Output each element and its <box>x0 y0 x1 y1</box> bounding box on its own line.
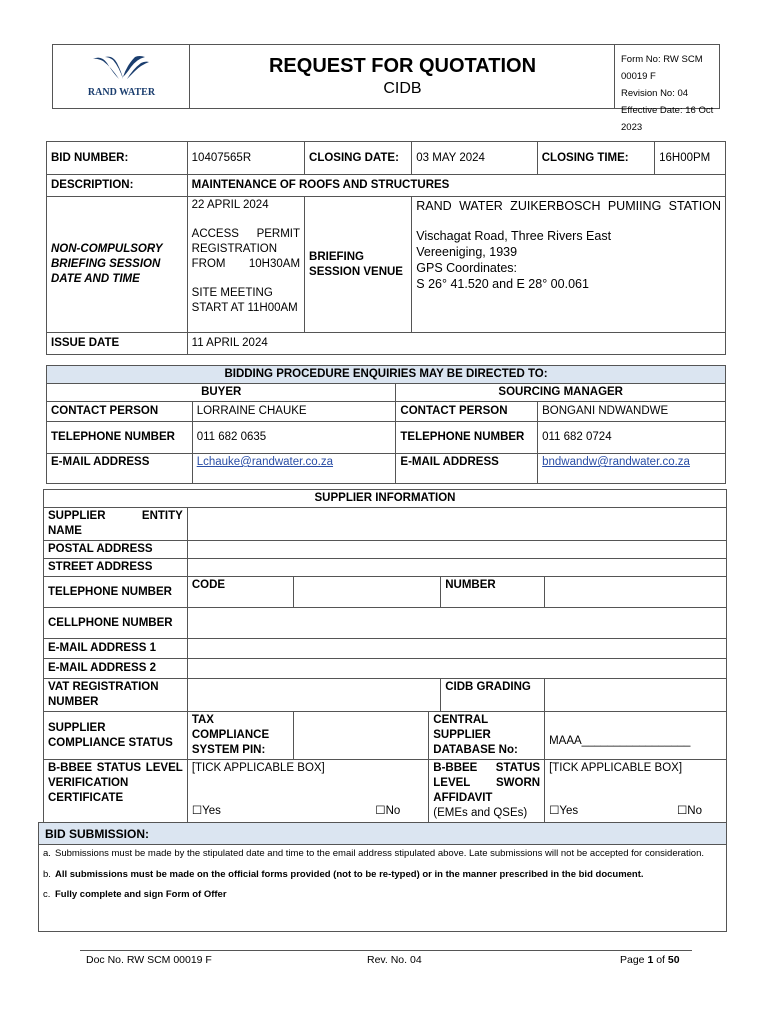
briefing-date-time <box>187 197 304 333</box>
submission-items <box>43 848 721 902</box>
manager-heading: SOURCING MANAGER <box>396 384 726 402</box>
logo <box>53 45 190 108</box>
vat-field[interactable] <box>187 679 440 712</box>
enquiries-title: BIDDING PROCEDURE ENQUIRIES MAY BE DIRECTED TO: <box>47 366 726 384</box>
email2-label: E-MAIL ADDRESS 2 <box>44 659 188 679</box>
buyer-contact-label: CONTACT PERSON <box>47 402 193 422</box>
checkbox-icon[interactable]: ☐ <box>375 805 386 817</box>
bbbee-affidavit-no[interactable]: ☐No <box>676 805 702 817</box>
number-label: NUMBER <box>441 577 545 608</box>
buyer-telephone-label: TELEPHONE NUMBER <box>47 422 193 454</box>
csd-label: CENTRAL SUPPLIER DATABASE No: <box>429 712 545 760</box>
bbbee-cert-no[interactable]: ☐No <box>375 805 401 817</box>
bbbee-affidavit-options <box>545 760 727 823</box>
venue-line-5: S 26° 41.520 and E 28° 00.061 <box>416 277 589 291</box>
checkbox-icon[interactable]: ☐ <box>191 805 203 817</box>
supplier-title: SUPPLIER INFORMATION <box>44 490 727 508</box>
page-current: 1 <box>647 954 654 966</box>
tax-pin-label: TAX COMPLIANCE SYSTEM PIN: <box>187 712 293 760</box>
cellphone-field[interactable] <box>187 608 726 639</box>
bbbee-affidavit-label: B-BBEE STATUS LEVEL SWORN AFFIDAVIT (EMEs and QSEs) <box>429 760 545 823</box>
briefing-site-meeting: SITE MEETING START AT 11H00AM <box>191 287 298 314</box>
email2-field[interactable] <box>187 659 726 679</box>
submission-item-b: b. All submissions must be made on the official forms provided (not to be re-typed) or in the manner prescribed in the bid document. <box>43 868 644 880</box>
footer-page: Page 1 of 50 <box>620 954 680 966</box>
description: MAINTENANCE OF ROOFS AND STRUCTURES <box>187 175 725 197</box>
csd-field[interactable]: MAAA_________________ <box>545 712 727 760</box>
bbbee-affidavit-tick-instruction: [TICK APPLICABLE BOX] <box>549 762 683 774</box>
bid-submission-box <box>38 822 727 932</box>
manager-name: BONGANI NDWANDWE <box>538 402 726 422</box>
tax-pin-field[interactable] <box>293 712 429 760</box>
closing-date: 03 MAY 2024 <box>412 142 537 175</box>
buyer-phone: 011 682 0635 <box>192 422 396 454</box>
venue <box>412 197 726 333</box>
cidb-label: CIDB GRADING <box>441 679 545 712</box>
enquiries-table <box>46 365 726 484</box>
email1-field[interactable] <box>187 639 726 659</box>
manager-telephone-label: TELEPHONE NUMBER <box>396 422 538 454</box>
street-field[interactable] <box>187 559 726 577</box>
description-label: DESCRIPTION: <box>47 175 188 197</box>
header-box <box>52 44 720 133</box>
street-label: STREET ADDRESS <box>44 559 188 577</box>
cidb-field[interactable] <box>545 679 727 712</box>
form-info <box>621 51 721 136</box>
submission-item-a: a. Submissions must be made by the stipulated date and time to the email address stipulated above. Late submissions will not be accepted for consideration. <box>43 848 705 859</box>
entity-name-field[interactable] <box>187 508 726 541</box>
manager-contact-label: CONTACT PERSON <box>396 402 538 422</box>
entity-name-label: SUPPLIER ENTITY NAME <box>44 508 188 541</box>
footer-rule <box>80 950 692 951</box>
form-no: Form No: RW SCM 00019 F <box>621 54 703 82</box>
cellphone-label: CELLPHONE NUMBER <box>44 608 188 639</box>
bbbee-cert-options <box>187 760 428 823</box>
briefing-registration: ACCESS PERMIT REGISTRATION FROM 10H30AM <box>191 228 301 270</box>
title-block <box>190 45 615 108</box>
buyer-heading: BUYER <box>47 384 396 402</box>
checkbox-icon[interactable]: ☐ <box>549 805 560 817</box>
number-field[interactable] <box>545 577 727 608</box>
bid-submission-title: BID SUBMISSION: <box>39 823 726 845</box>
bid-table <box>46 141 726 355</box>
buyer-email-label: E-MAIL ADDRESS <box>47 454 193 484</box>
closing-date-label: CLOSING DATE: <box>305 142 412 175</box>
venue-line-1: RAND WATER ZUIKERBOSCH PUMIING STATION <box>416 199 721 213</box>
page-total: 50 <box>667 954 680 966</box>
footer-rev-no: Rev. No. 04 <box>367 954 422 966</box>
issue-date: 11 APRIL 2024 <box>187 333 725 355</box>
telephone-label: TELEPHONE NUMBER <box>44 577 188 608</box>
bbbee-cert-yes[interactable]: ☐Yes <box>191 805 221 817</box>
footer-doc-no: Doc No. RW SCM 00019 F <box>86 954 212 966</box>
bid-number: 10407565R <box>187 142 304 175</box>
buyer-email-link[interactable]: Lchauke@randwater.co.za <box>196 456 334 468</box>
manager-email-label: E-MAIL ADDRESS <box>396 454 538 484</box>
submission-item-c: c. Fully complete and sign Form of Offer <box>43 889 227 900</box>
bbbee-affidavit-yes[interactable]: ☐Yes <box>549 805 579 817</box>
email1-label: E-MAIL ADDRESS 1 <box>44 639 188 659</box>
venue-label: BRIEFING SESSION VENUE <box>305 197 412 333</box>
bbbee-cert-label: B-BBEE STATUS LEVEL VERIFICATION CERTIFICATE <box>44 760 188 823</box>
buyer-name: LORRAINE CHAUKE <box>192 402 396 422</box>
checkbox-icon[interactable]: ☐ <box>676 805 688 817</box>
briefing-label: NON-COMPULSORY BRIEFING SESSION DATE AND TIME <box>47 197 188 333</box>
rand-water-logo-icon <box>89 53 151 85</box>
bbbee-cert-tick-instruction: [TICK APPLICABLE BOX] <box>191 762 325 774</box>
page-subtitle: CIDB <box>383 80 422 97</box>
page-title: REQUEST FOR QUOTATION <box>268 55 537 77</box>
code-field[interactable] <box>293 577 440 608</box>
bid-number-label: BID NUMBER: <box>47 142 188 175</box>
logo-text: RAND WATER <box>87 87 156 98</box>
effective-date: Effective Date: 16 Oct 2023 <box>621 105 714 133</box>
revision-no: Revision No: 04 <box>621 88 689 99</box>
manager-email-link[interactable]: bndwandw@randwater.co.za <box>542 456 690 468</box>
venue-line-3: Vereeniging, 1939 <box>416 245 518 259</box>
emes-note: (EMEs and QSEs) <box>433 807 528 819</box>
issue-date-label: ISSUE DATE <box>47 333 188 355</box>
postal-field[interactable] <box>187 541 726 559</box>
compliance-label: SUPPLIER COMPLIANCE STATUS <box>44 712 188 760</box>
vat-label: VAT REGISTRATION NUMBER <box>44 679 188 712</box>
venue-line-2: Vischagat Road, Three Rivers East <box>416 229 612 243</box>
briefing-date: 22 APRIL 2024 <box>191 199 269 211</box>
code-label: CODE <box>187 577 293 608</box>
venue-line-4: GPS Coordinates: <box>416 261 518 275</box>
manager-phone: 011 682 0724 <box>538 422 726 454</box>
postal-label: POSTAL ADDRESS <box>44 541 188 559</box>
closing-time: 16H00PM <box>655 142 726 175</box>
closing-time-label: CLOSING TIME: <box>537 142 654 175</box>
supplier-table <box>43 489 727 823</box>
